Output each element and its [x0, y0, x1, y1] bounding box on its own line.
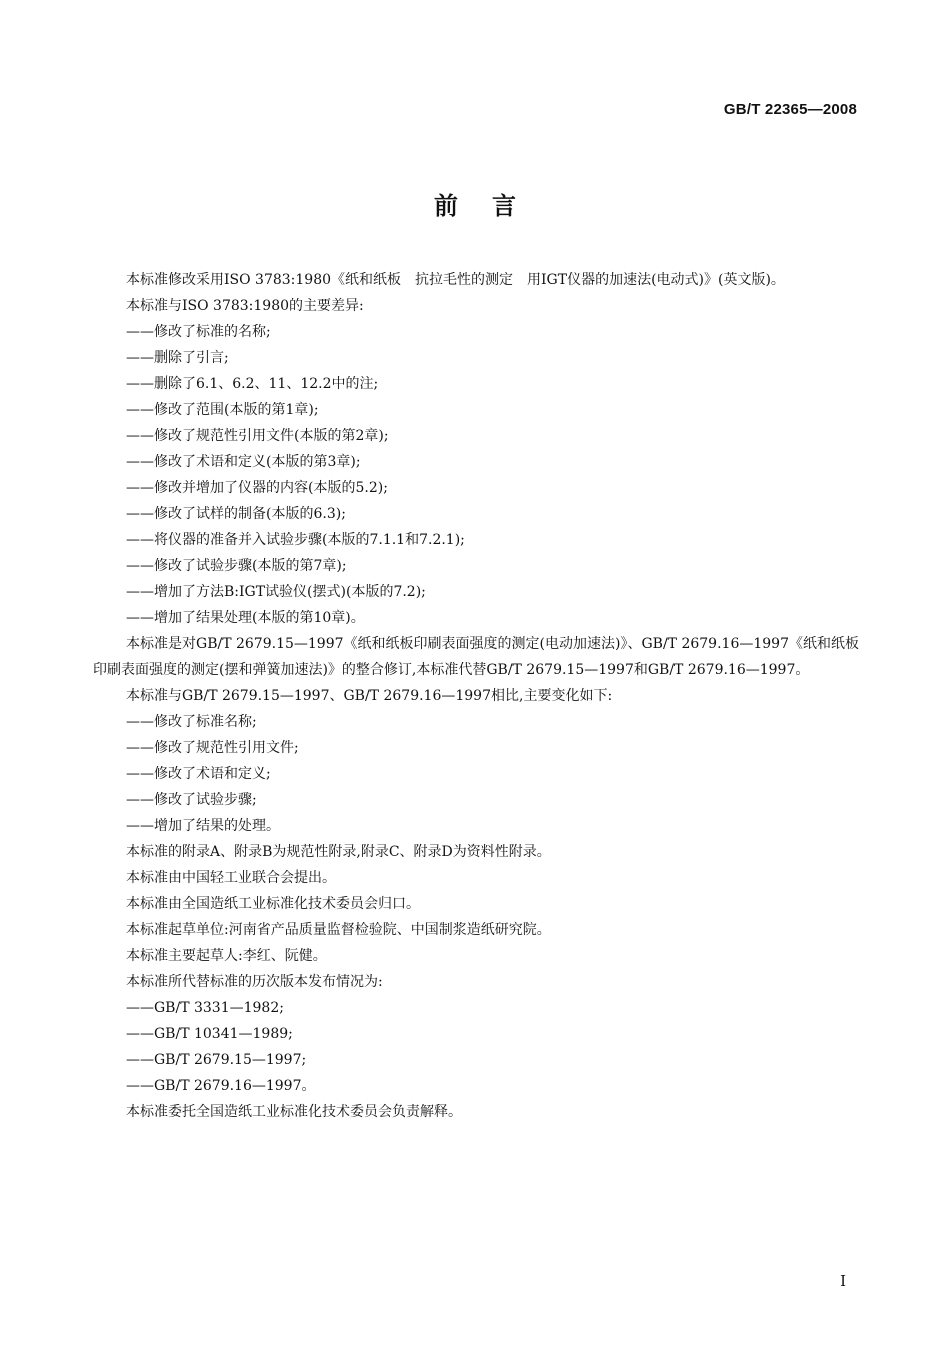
list-item: ——GB/T 3331—1982; — [126, 1000, 284, 1016]
page-title: 前言 — [434, 192, 550, 220]
list-item: ——将仪器的准备并入试验步骤(本版的7.1.1和7.2.1); — [126, 532, 465, 548]
list-item: ——修改了试验步骤(本版的第7章); — [126, 558, 347, 574]
list-item: ——修改了术语和定义(本版的第3章); — [126, 454, 361, 470]
list-item: ——GB/T 10341—1989; — [126, 1026, 293, 1042]
list-item: ——修改了规范性引用文件; — [126, 740, 299, 756]
list-item: ——修改了规范性引用文件(本版的第2章); — [126, 428, 389, 444]
paragraph: 本标准是对GB/T 2679.15—1997《纸和纸板印刷表面强度的测定(电动加速法)》、GB/T 2679.16—1997《纸和纸板印刷表面强度的测定(摆和弹簧加速法)》的整合修订,本标准代替GB/T 2679.15—1997和GB/T 2679.16—1997。 — [93, 636, 859, 678]
list-item: ——GB/T 2679.15—1997; — [126, 1052, 307, 1068]
paragraph: 本标准修改采用ISO 3783:1980《纸和纸板 抗拉毛性的测定 用IGT仪器的加速法(电动式)》(英文版)。 — [126, 272, 785, 288]
paragraph: 本标准由全国造纸工业标准化技术委员会归口。 — [126, 896, 420, 912]
paragraph: 本标准与GB/T 2679.15—1997、GB/T 2679.16—1997相比,主要变化如下: — [126, 688, 613, 704]
paragraph: 本标准委托全国造纸工业标准化技术委员会负责解释。 — [126, 1104, 462, 1120]
paragraph: 本标准所代替标准的历次版本发布情况为: — [126, 974, 383, 990]
list-item: ——修改了术语和定义; — [126, 766, 271, 782]
paragraph: 本标准与ISO 3783:1980的主要差异: — [126, 298, 364, 314]
paragraph: 本标准起草单位:河南省产品质量监督检验院、中国制浆造纸研究院。 — [126, 922, 551, 938]
list-item: ——修改了试样的制备(本版的6.3); — [126, 506, 346, 522]
list-item: ——修改了标准名称; — [126, 714, 257, 730]
paragraph: 本标准由中国轻工业联合会提出。 — [126, 870, 336, 886]
list-item: ——增加了结果的处理。 — [126, 818, 280, 834]
standard-code: GB/T 22365—2008 — [723, 101, 857, 118]
paragraph: 本标准的附录A、附录B为规范性附录,附录C、附录D为资料性附录。 — [126, 844, 551, 860]
list-item: ——GB/T 2679.16—1997。 — [126, 1078, 316, 1094]
document-body — [93, 267, 859, 1125]
paragraph: 本标准主要起草人:李红、阮健。 — [126, 948, 327, 964]
list-item: ——修改了范围(本版的第1章); — [126, 402, 319, 418]
list-item: ——增加了方法B:IGT试验仪(摆式)(本版的7.2); — [126, 584, 426, 600]
list-item: ——修改了试验步骤; — [126, 792, 257, 808]
page-number: I — [840, 1272, 846, 1290]
list-item: ——修改了标准的名称; — [126, 324, 271, 340]
list-item: ——删除了引言; — [126, 350, 229, 366]
list-item: ——增加了结果处理(本版的第10章)。 — [126, 610, 365, 626]
list-item: ——修改并增加了仪器的内容(本版的5.2); — [126, 480, 388, 496]
list-item: ——删除了6.1、6.2、11、12.2中的注; — [126, 376, 379, 392]
